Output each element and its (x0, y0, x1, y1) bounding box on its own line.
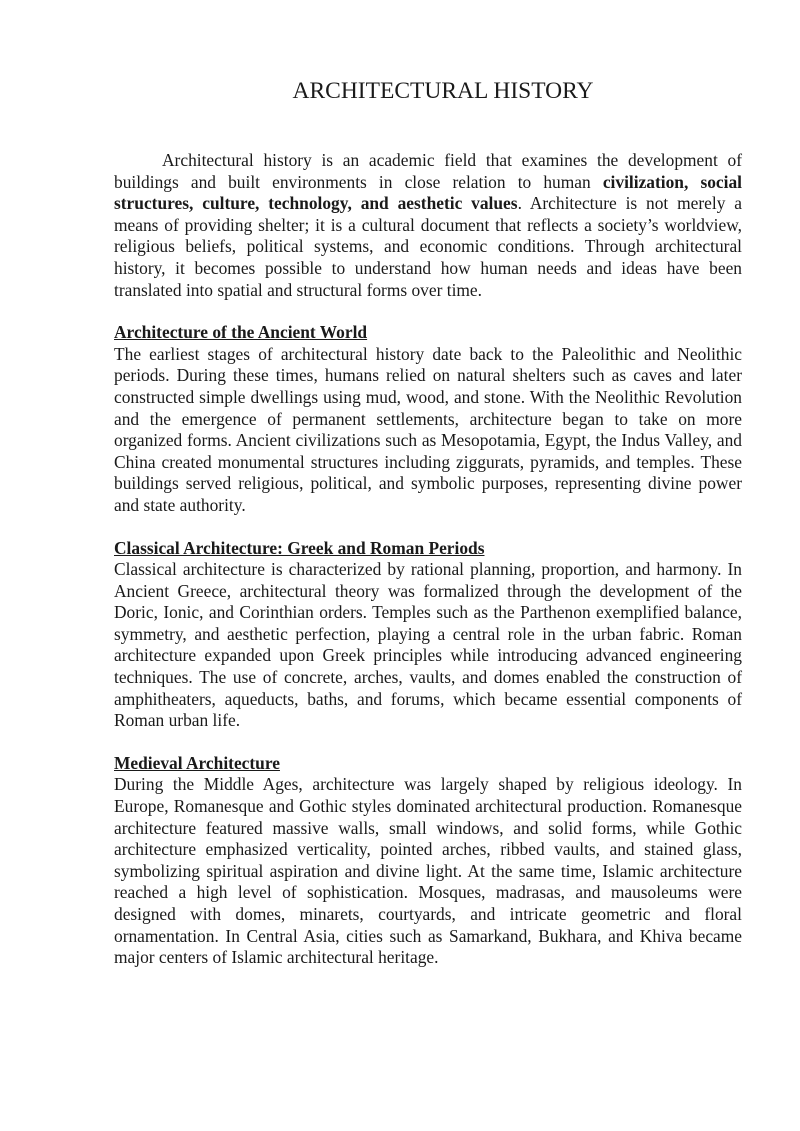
section-body: Classical architecture is characterized by rational planning, proportion, and harmony. In Ancient Greece, architectural theory was formalized through the development of the Doric, Ionic, and Corinthian orders. Temples such as the Parthenon exemplified balance, symmetry, and aesthetic perfection, playing a central role in the urban fabric. Roman architecture expanded upon Greek principles while introducing advanced engineering techniques. The use of concrete, arches, vaults, and domes enabled the construction of amphitheaters, aqueducts, baths, and forums, which became essential components of Roman urban life. (114, 559, 742, 731)
section-ancient-world (114, 322, 742, 516)
intro-text-end: . Architecture is not merely a means of providing shelter; it is a cultural document that reflects a society’s worldview, religious beliefs, political systems, and economic conditions. Through architectural history, it becomes possible to understand how human needs and ideas have been translated into spatial and structural forms over time. (114, 193, 742, 300)
section-body: The earliest stages of architectural history date back to the Paleolithic and Neolithic periods. During these times, humans relied on natural shelters such as caves and later constructed simple dwellings using mud, wood, and stone. With the Neolithic Revolution and the emergence of permanent settlements, architecture began to take on more organized forms. Ancient civilizations such as Mesopotamia, Egypt, the Indus Valley, and China created monumental structures including ziggurats, pyramids, and temples. These buildings served religious, political, and symbolic purposes, representing divine power and state authority. (114, 343, 742, 515)
intro-text-start: Architectural history is an academic field that examines the development of buildings and built environments in close relation to human (114, 150, 742, 192)
section-classical (114, 538, 742, 732)
intro-paragraph (114, 150, 742, 301)
document-page (114, 76, 742, 969)
document-title: ARCHITECTURAL HISTORY (292, 78, 594, 104)
section-body: During the Middle Ages, architecture was largely shaped by religious ideology. In Europe, Romanesque and Gothic styles dominated architectural production. Romanesque architecture featured massive walls, small windows, and solid forms, while Gothic architecture emphasized verticality, pointed arches, ribbed vaults, and stained glass, symbolizing spiritual aspiration and divine light. At the same time, Islamic architecture reached a high level of sophistication. Mosques, madrasas, and mausoleums were designed with domes, minarets, courtyards, and intricate geometric and floral ornamentation. In Central Asia, cities such as Samarkand, Bukhara, and Khiva became major centers of Islamic architectural heritage. (114, 774, 742, 968)
section-heading: Architecture of the Ancient World (114, 322, 368, 343)
intro-bold-phrase: civilization, social structures, culture, technology, and aesthetic values (114, 171, 742, 214)
section-heading: Classical Architecture: Greek and Roman Periods (114, 537, 485, 558)
section-medieval (114, 753, 742, 969)
section-heading: Medieval Architecture (114, 752, 280, 773)
